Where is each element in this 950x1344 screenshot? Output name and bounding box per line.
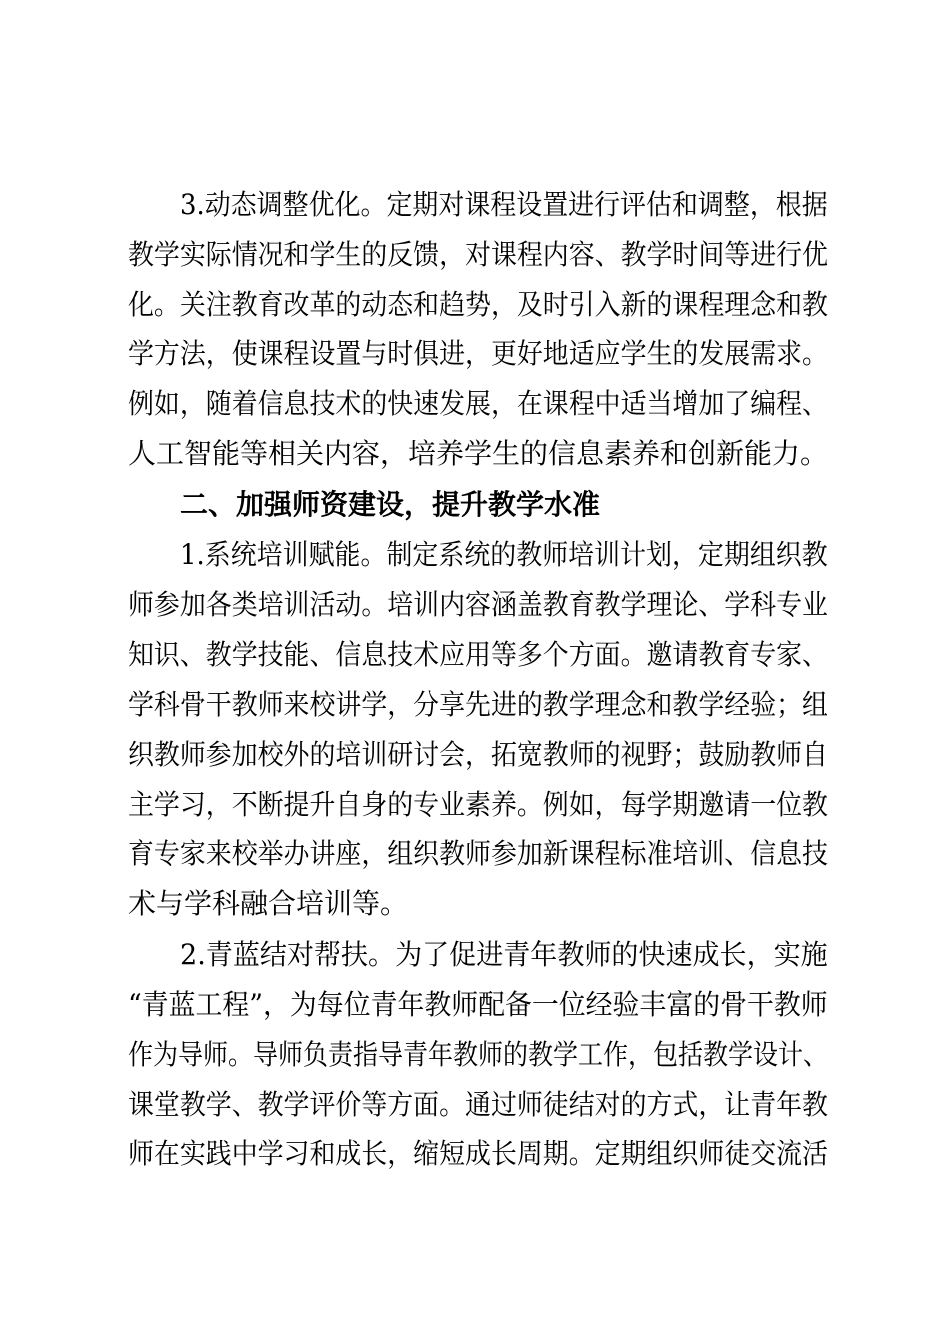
paragraph-line [0,182,950,228]
paragraph-line [0,982,950,1028]
line-text: 学方法，使课程设置与时俱进，更好地适应学生的发展需求。 [128,337,828,370]
paragraph-line [0,732,950,778]
paragraph-line [0,381,950,427]
paragraph-line [0,431,950,477]
line-text: 1.系统培训赋能。制定系统的教师培训计划，定期组织教 [180,538,828,571]
line-text: 学科骨干教师来校讲学，分享先进的教学理念和教学经验；组 [128,688,828,721]
paragraph-line [0,582,950,628]
paragraph-line [0,881,950,927]
paragraph-line [0,782,950,828]
paragraph-line [0,331,950,377]
paragraph-line [0,682,950,728]
heading-text: 二、加强师资建设，提升教学水准 [180,488,601,521]
line-text: 教学实际情况和学生的反馈，对课程内容、教学时间等进行优 [128,238,828,271]
line-text: 3.动态调整优化。定期对课程设置进行评估和调整，根据 [180,188,828,221]
paragraph-line [0,1082,950,1128]
paragraph-line [0,232,950,278]
line-text: 2.青蓝结对帮扶。为了促进青年教师的快速成长，实施 [180,938,828,971]
paragraph-line [0,632,950,678]
line-text: 化。关注教育改革的动态和趋势，及时引入新的课程理念和教 [128,288,828,321]
line-text: 作为导师。导师负责指导青年教师的教学工作，包括教学设计、 [128,1038,829,1071]
line-text: “青蓝工程”，为每位青年教师配备一位经验丰富的骨干教师 [128,988,828,1021]
line-text: 例如，随着信息技术的快速发展，在课程中适当增加了编程、 [128,387,828,420]
paragraph-line [0,282,950,328]
line-text: 育专家来校举办讲座，组织教师参加新课程标准培训、信息技 [128,837,828,870]
line-text: 术与学科融合培训等。 [128,887,409,920]
line-text: 师在实践中学习和成长，缩短成长周期。定期组织师徒交流活 [128,1137,828,1170]
paragraph-line [0,831,950,877]
line-text: 师参加各类培训活动。培训内容涵盖教育教学理论、学科专业 [128,588,828,621]
line-text: 课堂教学、教学评价等方面。通过师徒结对的方式，让青年教 [128,1088,828,1121]
paragraph-line [0,532,950,578]
line-text: 人工智能等相关内容，培养学生的信息素养和创新能力。 [128,437,829,470]
line-text: 织教师参加校外的培训研讨会，拓宽教师的视野；鼓励教师自 [128,738,828,771]
line-text: 主学习，不断提升自身的专业素养。例如，每学期邀请一位教 [128,788,828,821]
line-text: 知识、教学技能、信息技术应用等多个方面。邀请教育专家、 [128,638,828,671]
paragraph-line [0,1032,950,1078]
paragraph-line [0,1131,950,1177]
paragraph-line [0,932,950,978]
section-heading [0,482,950,528]
